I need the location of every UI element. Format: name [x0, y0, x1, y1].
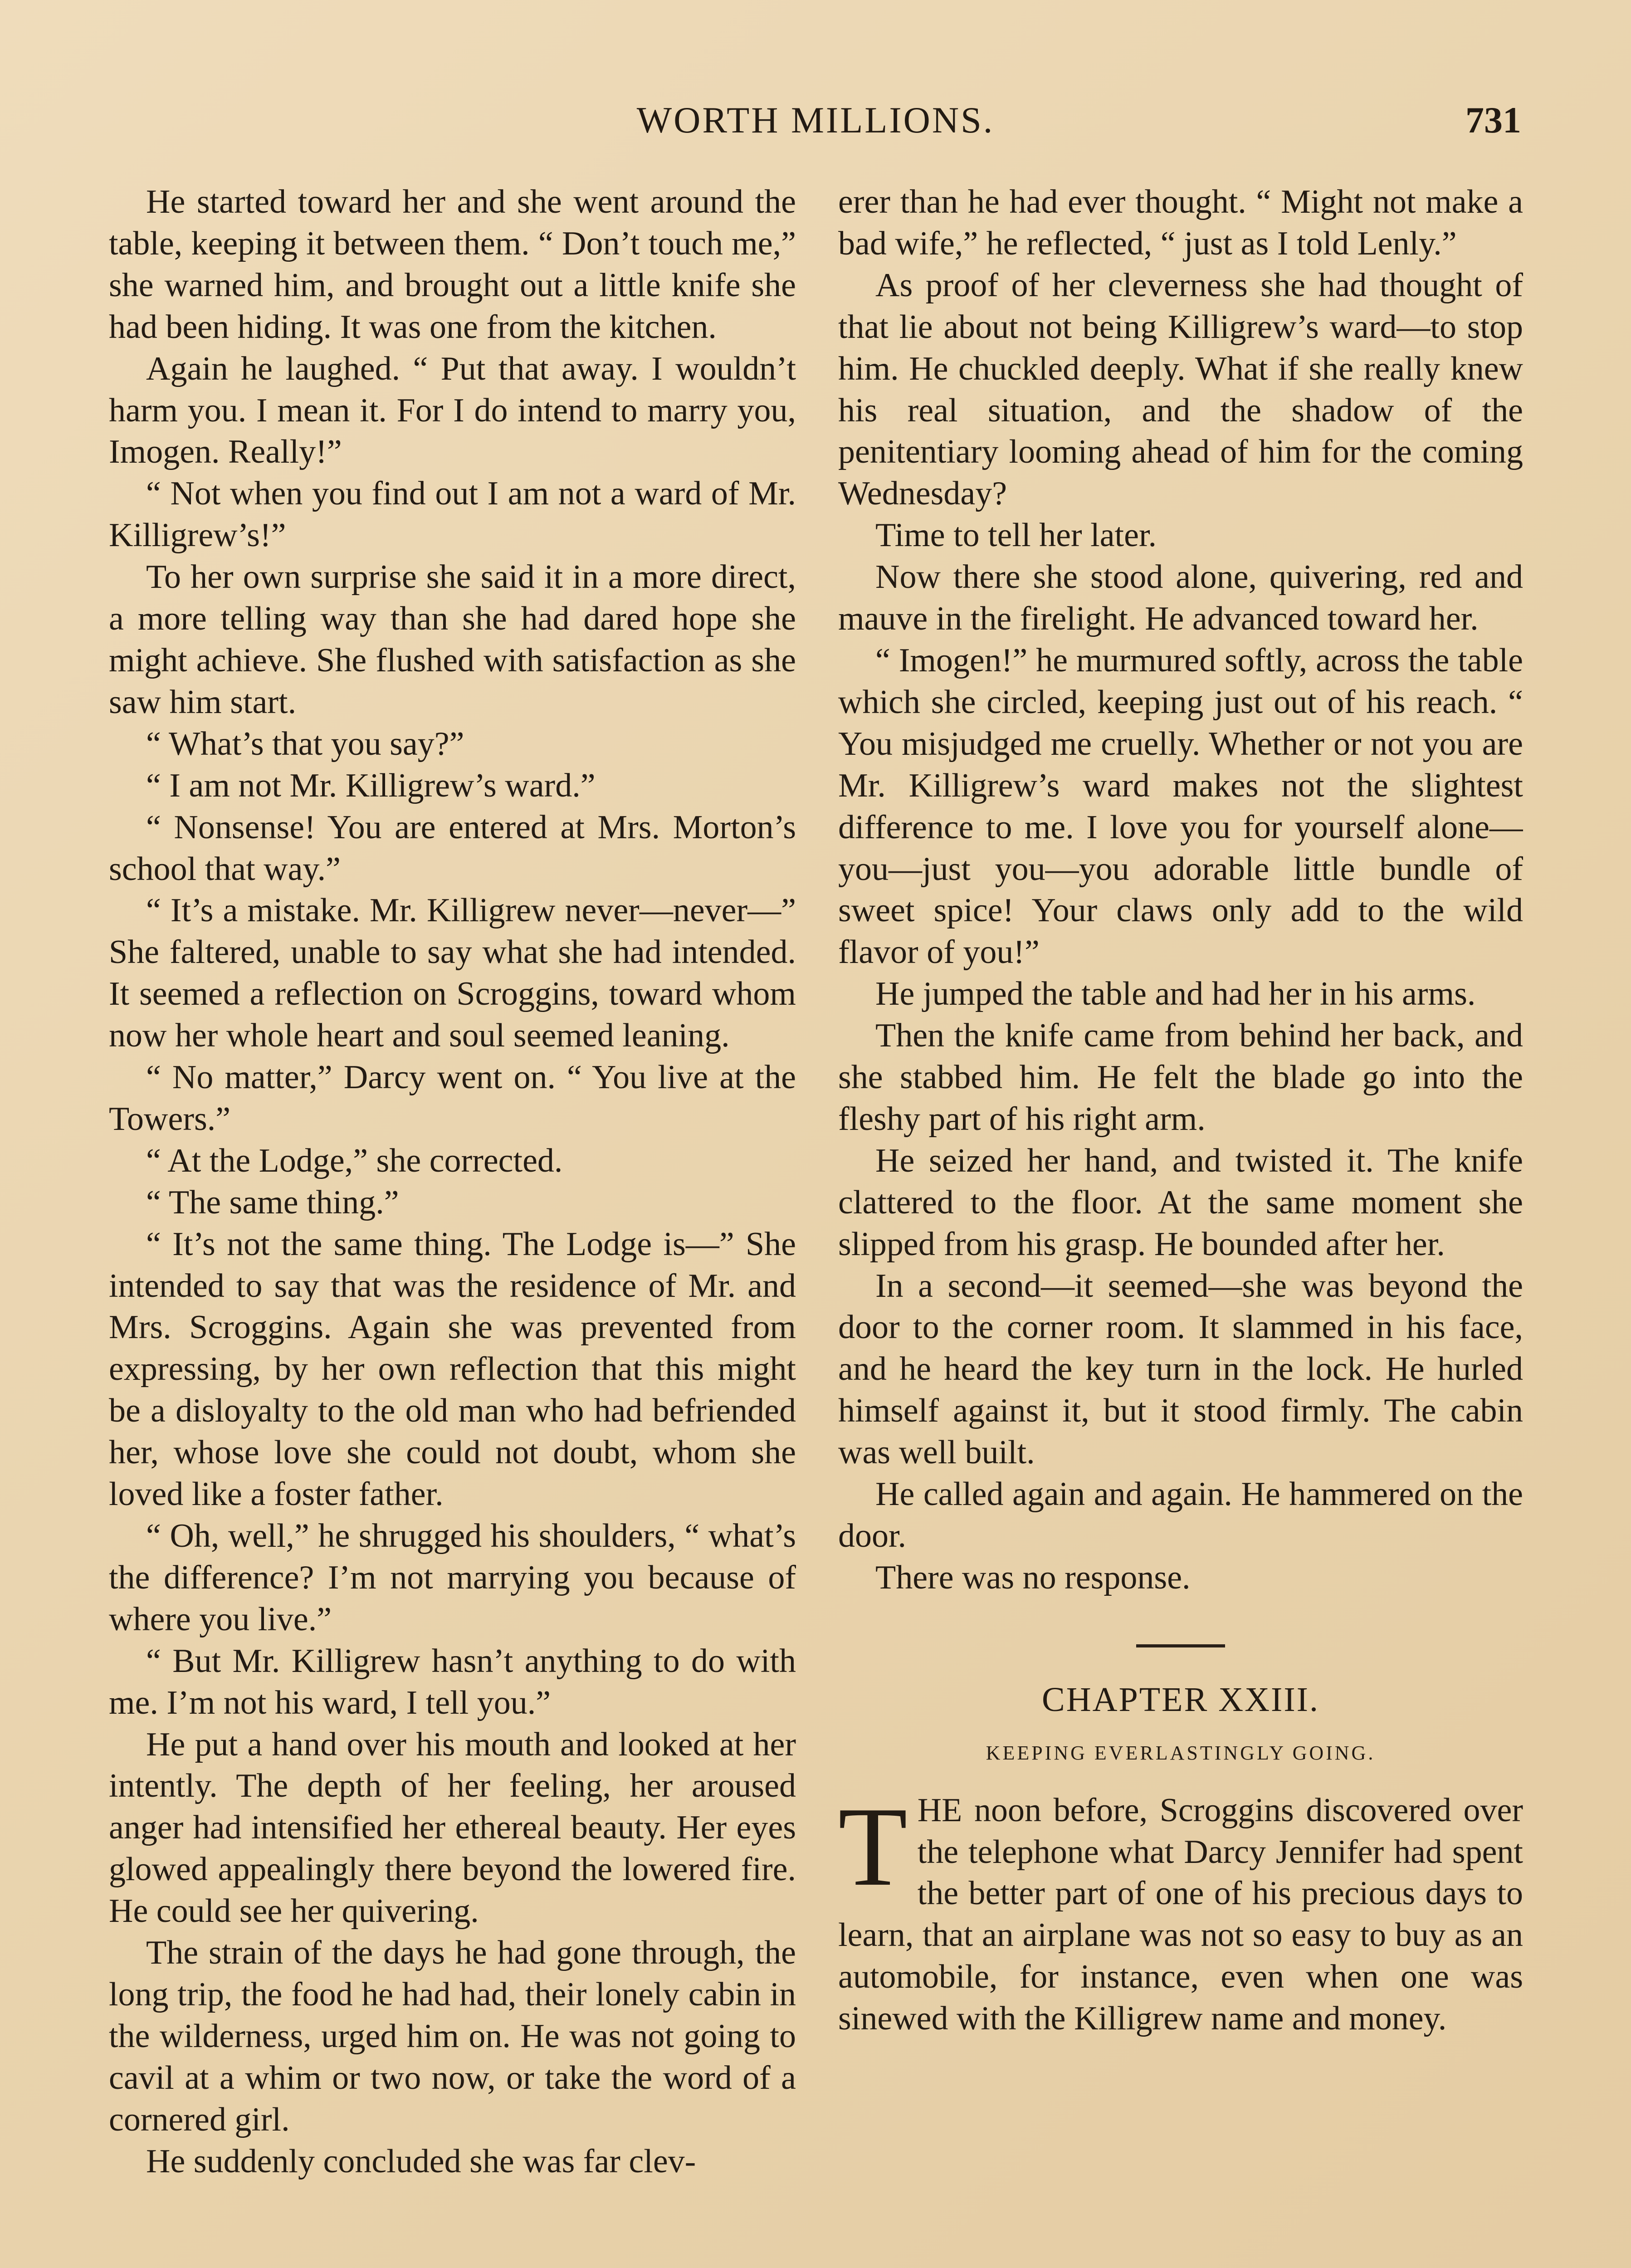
paragraph: To her own surprise she said it in a more direct, a more telling way than she had dared hope she might achieve. She flushed with satisfaction as she saw him start. — [109, 558, 796, 721]
paragraph: “ Imogen!” he murmured softly, across the table which she circled, keeping just out of his reach. “ You misjudged me cruelly. Whether or not you are Mr. Killigrew’s ward makes not the slightest difference to me. I love you for yourself alone—you—just you—you adorable little bundle of sweet spice! Your claws only add to the wild flavor of you!” — [838, 641, 1523, 971]
paragraph: “ It’s not the same thing. The Lodge is—” She intended to say that was the residence of Mr. and Mrs. Scroggins. Again she was prevented from expressing, by her own reflection that this might be a disloyalty to the old man who had befriended her, whose love she could not doubt, whom she loved like a foster father. — [109, 1225, 796, 1513]
right-column — [838, 181, 1523, 2268]
paragraph: He called again and again. He hammered on the door. — [838, 1476, 1523, 1554]
paragraph: He suddenly concluded she was far clev- — [146, 2142, 696, 2180]
paragraph: “ Nonsense! You are entered at Mrs. Morton’s school that way.” — [109, 808, 796, 888]
paragraph: “ No matter,” Darcy went on. “ You live at the Towers.” — [109, 1059, 796, 1138]
paragraph: Again he laughed. “ Put that away. I wouldn’t harm you. I mean it. For I do intend to marry you, Imogen. Really!” — [109, 350, 796, 471]
paragraph: “ I am not Mr. Killigrew’s ward.” — [146, 767, 596, 804]
paragraph: He jumped the table and had her in his arms. — [875, 975, 1476, 1013]
paragraph: He seized her hand, and twisted it. The knife clattered to the floor. At the same moment she slipped from his grasp. He bounded after her. — [838, 1142, 1523, 1263]
paragraph: “ It’s a mistake. Mr. Killigrew never—never—” She faltered, unable to say what she had intended. It seemed a reflection on Scroggins, toward whom now her whole heart and soul seemed leaning. — [109, 892, 796, 1055]
chapter-heading: CHAPTER XXIII. — [1042, 1680, 1319, 1719]
left-column — [109, 181, 796, 2268]
paragraph: The strain of the days he had gone through, the long trip, the food he had had, their lonely cabin in the wilderness, urged him on. He was not going to cavil at a whim or two now, or take the word of a cornered girl. — [109, 1934, 796, 2138]
paragraph: “ The same thing.” — [146, 1183, 399, 1221]
paragraph: As proof of her cleverness she had thought of that lie about not being Killigrew’s ward—to stop him. He chuckled deeply. What if she really knew his real situation, and the shadow of the penitentiary looming ahead of him for the coming Wednesday? — [838, 266, 1523, 513]
paragraph: He put a hand over his mouth and looked at her intently. The depth of her feeling, her aroused anger had intensified her ethereal beauty. Her eyes glowed appealingly there beyond the lowered fire. He could see her quivering. — [109, 1725, 796, 1930]
chapter-opening-paragraph — [838, 1784, 1523, 2040]
paragraph: “ But Mr. Killigrew hasn’t anything to do with me. I’m not his ward, I tell you.” — [109, 1642, 796, 1721]
page-number: 731 — [1465, 99, 1521, 141]
paragraph: Then the knife came from behind her back, and she stabbed him. He felt the blade go into the fleshy part of his right arm. — [838, 1017, 1523, 1138]
paragraph: Time to tell her later. — [875, 517, 1157, 554]
paragraph: In a second—it seemed—she was beyond the door to the corner room. It slammed in his face, and he heard the key turn in the lock. He hurled himself against it, but it stood firmly. The cabin was well built. — [838, 1267, 1523, 1471]
paragraph: “ At the Lodge,” she corrected. — [146, 1142, 563, 1179]
paragraph: There was no response. — [875, 1559, 1191, 1596]
chapter-subtitle: KEEPING EVERLASTINGLY GOING. — [986, 1741, 1376, 1764]
paragraph: “ Oh, well,” he shrugged his shoulders, “ what’s the difference? I’m not marrying you because of where you live.” — [109, 1517, 796, 1638]
chapter-opening-text: HE noon before, Scroggins discovered over the telephone what Darcy Jennifer had spent the better part of one of his precious days to learn, that an airplane was not so easy to buy as an automobile, for instance, even when one was sinewed with the Killigrew name and money. — [838, 1791, 1523, 2038]
running-header-title: WORTH MILLIONS. — [636, 99, 995, 141]
paragraph: “ Not when you find out I am not a ward of Mr. Killigrew’s!” — [109, 475, 796, 554]
drop-cap: T — [838, 1784, 908, 1910]
paragraph: Now there she stood alone, quivering, red and mauve in the firelight. He advanced toward her. — [838, 558, 1523, 638]
paragraph: He started toward her and she went around the table, keeping it between them. “ Don’t touch me,” she warned him, and brought out a little knife she had been hiding. It was one from the kitchen. — [109, 183, 796, 346]
paragraph: “ What’s that you say?” — [146, 725, 464, 763]
chapter-divider — [1136, 1644, 1225, 1647]
paragraph: erer than he had ever thought. “ Might not make a bad wife,” he reflected, “ just as I told Lenly.” — [838, 183, 1523, 262]
